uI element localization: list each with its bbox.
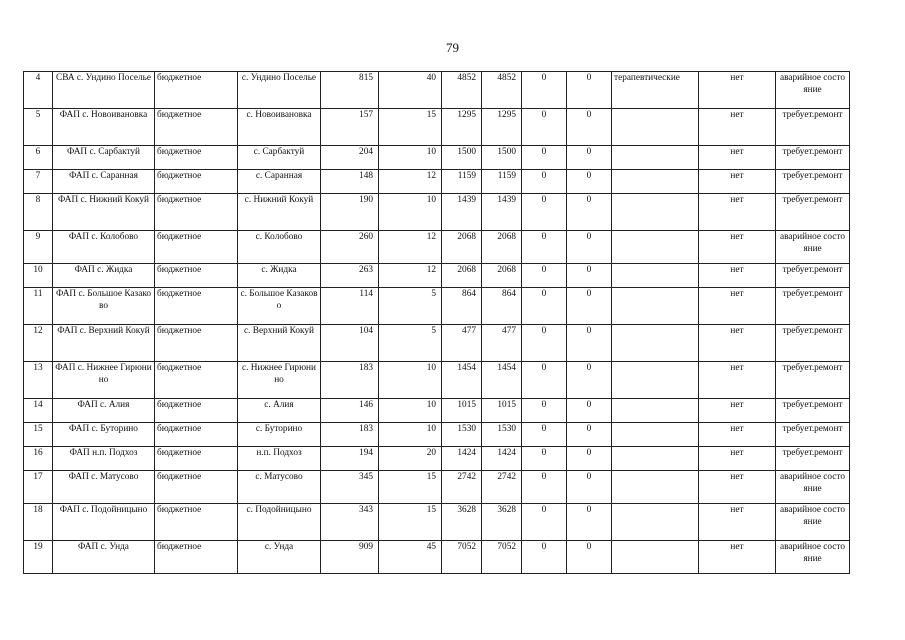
value-1-cell: 194 [321, 447, 379, 471]
settlement-cell: с. Нижнее Гирюнино [238, 362, 321, 399]
profile-cell [612, 231, 699, 264]
value-2-cell: 10 [379, 399, 442, 423]
value-4-cell: 7052 [482, 541, 522, 574]
flag-cell: нет [699, 231, 776, 264]
value-2-cell: 5 [379, 288, 442, 325]
row-number-cell: 14 [24, 399, 53, 423]
condition-cell: аварийное состояние [776, 231, 850, 264]
row-number-cell: 15 [24, 423, 53, 447]
settlement-cell: с. Унда [238, 541, 321, 574]
facility-name-cell: ФАП с. Подойницыно [53, 504, 155, 541]
value-5-cell: 0 [522, 471, 567, 504]
row-number-cell: 6 [24, 146, 53, 170]
condition-cell: требует.ремонт [776, 170, 850, 194]
flag-cell: нет [699, 325, 776, 362]
ownership-cell: бюджетное [155, 231, 238, 264]
condition-cell: требует.ремонт [776, 288, 850, 325]
value-6-cell: 0 [567, 194, 612, 231]
flag-cell: нет [699, 447, 776, 471]
value-6-cell: 0 [567, 541, 612, 574]
ownership-cell: бюджетное [155, 264, 238, 288]
value-6-cell: 0 [567, 325, 612, 362]
value-2-cell: 20 [379, 447, 442, 471]
value-3-cell: 1500 [442, 146, 482, 170]
value-4-cell: 1159 [482, 170, 522, 194]
value-1-cell: 104 [321, 325, 379, 362]
row-number-cell: 11 [24, 288, 53, 325]
value-4-cell: 1295 [482, 109, 522, 146]
value-6-cell: 0 [567, 362, 612, 399]
settlement-cell: с. Колобово [238, 231, 321, 264]
flag-cell: нет [699, 170, 776, 194]
value-4-cell: 4852 [482, 72, 522, 109]
row-number-cell: 10 [24, 264, 53, 288]
table-row [24, 231, 850, 264]
profile-cell: терапевтические [612, 72, 699, 109]
condition-cell: аварийное состояние [776, 471, 850, 504]
value-3-cell: 2742 [442, 471, 482, 504]
value-6-cell: 0 [567, 504, 612, 541]
ownership-cell: бюджетное [155, 541, 238, 574]
profile-cell [612, 362, 699, 399]
value-5-cell: 0 [522, 423, 567, 447]
facility-name-cell: ФАП с. Большое Казаково [53, 288, 155, 325]
ownership-cell: бюджетное [155, 146, 238, 170]
settlement-cell: с. Подойницыно [238, 504, 321, 541]
value-2-cell: 12 [379, 264, 442, 288]
value-6-cell: 0 [567, 288, 612, 325]
facility-name-cell: ФАП с. Нижнее Гирюнино [53, 362, 155, 399]
value-1-cell: 190 [321, 194, 379, 231]
condition-cell: требует.ремонт [776, 399, 850, 423]
value-4-cell: 1015 [482, 399, 522, 423]
profile-cell [612, 194, 699, 231]
value-5-cell: 0 [522, 362, 567, 399]
value-6-cell: 0 [567, 231, 612, 264]
value-2-cell: 12 [379, 231, 442, 264]
condition-cell: аварийное состояние [776, 541, 850, 574]
table-body [24, 72, 850, 574]
value-3-cell: 2068 [442, 264, 482, 288]
value-3-cell: 1015 [442, 399, 482, 423]
value-1-cell: 345 [321, 471, 379, 504]
value-1-cell: 260 [321, 231, 379, 264]
value-6-cell: 0 [567, 72, 612, 109]
ownership-cell: бюджетное [155, 471, 238, 504]
ownership-cell: бюджетное [155, 194, 238, 231]
table-row [24, 541, 850, 574]
value-6-cell: 0 [567, 146, 612, 170]
condition-cell: аварийное состояние [776, 504, 850, 541]
facility-name-cell: ФАП с. Новоивановка [53, 109, 155, 146]
table-row [24, 423, 850, 447]
flag-cell: нет [699, 194, 776, 231]
value-1-cell: 146 [321, 399, 379, 423]
value-5-cell: 0 [522, 264, 567, 288]
value-5-cell: 0 [522, 72, 567, 109]
table-row [24, 447, 850, 471]
table-row [24, 72, 850, 109]
facility-name-cell: СВА с. Ундино Поселье [53, 72, 155, 109]
table-row [24, 325, 850, 362]
value-2-cell: 45 [379, 541, 442, 574]
value-3-cell: 864 [442, 288, 482, 325]
value-6-cell: 0 [567, 399, 612, 423]
row-number-cell: 18 [24, 504, 53, 541]
facility-name-cell: ФАП с. Жидка [53, 264, 155, 288]
profile-cell [612, 471, 699, 504]
value-2-cell: 10 [379, 194, 442, 231]
value-5-cell: 0 [522, 109, 567, 146]
table-row [24, 504, 850, 541]
profile-cell [612, 541, 699, 574]
value-4-cell: 1500 [482, 146, 522, 170]
settlement-cell: с. Сарбактуй [238, 146, 321, 170]
value-5-cell: 0 [522, 325, 567, 362]
ownership-cell: бюджетное [155, 109, 238, 146]
value-6-cell: 0 [567, 447, 612, 471]
facility-name-cell: ФАП с. Колобово [53, 231, 155, 264]
row-number-cell: 9 [24, 231, 53, 264]
ownership-cell: бюджетное [155, 504, 238, 541]
condition-cell: требует.ремонт [776, 325, 850, 362]
value-5-cell: 0 [522, 194, 567, 231]
condition-cell: требует.ремонт [776, 146, 850, 170]
settlement-cell: с. Верхний Кокуй [238, 325, 321, 362]
row-number-cell: 8 [24, 194, 53, 231]
value-3-cell: 2068 [442, 231, 482, 264]
value-1-cell: 263 [321, 264, 379, 288]
ownership-cell: бюджетное [155, 72, 238, 109]
flag-cell: нет [699, 471, 776, 504]
flag-cell: нет [699, 264, 776, 288]
facility-name-cell: ФАП с. Матусово [53, 471, 155, 504]
profile-cell [612, 109, 699, 146]
value-4-cell: 864 [482, 288, 522, 325]
flag-cell: нет [699, 504, 776, 541]
value-2-cell: 5 [379, 325, 442, 362]
value-3-cell: 7052 [442, 541, 482, 574]
table-row [24, 362, 850, 399]
value-1-cell: 114 [321, 288, 379, 325]
ownership-cell: бюджетное [155, 423, 238, 447]
value-4-cell: 1424 [482, 447, 522, 471]
value-2-cell: 40 [379, 72, 442, 109]
facility-name-cell: ФАП с. Алия [53, 399, 155, 423]
value-3-cell: 1530 [442, 423, 482, 447]
ownership-cell: бюджетное [155, 325, 238, 362]
row-number-cell: 7 [24, 170, 53, 194]
value-1-cell: 909 [321, 541, 379, 574]
value-5-cell: 0 [522, 146, 567, 170]
value-5-cell: 0 [522, 288, 567, 325]
facility-name-cell: ФАП с. Сарбактуй [53, 146, 155, 170]
value-4-cell: 1439 [482, 194, 522, 231]
settlement-cell: с. Нижний Кокуй [238, 194, 321, 231]
profile-cell [612, 288, 699, 325]
settlement-cell: с. Ундино Поселье [238, 72, 321, 109]
ownership-cell: бюджетное [155, 288, 238, 325]
value-5-cell: 0 [522, 541, 567, 574]
value-3-cell: 1295 [442, 109, 482, 146]
facility-name-cell: ФАП с. Буторино [53, 423, 155, 447]
profile-cell [612, 170, 699, 194]
ownership-cell: бюджетное [155, 447, 238, 471]
row-number-cell: 19 [24, 541, 53, 574]
profile-cell [612, 423, 699, 447]
profile-cell [612, 146, 699, 170]
condition-cell: требует.ремонт [776, 109, 850, 146]
value-5-cell: 0 [522, 231, 567, 264]
profile-cell [612, 264, 699, 288]
ownership-cell: бюджетное [155, 170, 238, 194]
profile-cell [612, 399, 699, 423]
value-4-cell: 1454 [482, 362, 522, 399]
page-number: 79 [446, 40, 459, 55]
settlement-cell: с. Большое Казаково [238, 288, 321, 325]
flag-cell: нет [699, 109, 776, 146]
row-number-cell: 12 [24, 325, 53, 362]
value-1-cell: 204 [321, 146, 379, 170]
value-3-cell: 1439 [442, 194, 482, 231]
value-1-cell: 343 [321, 504, 379, 541]
value-1-cell: 157 [321, 109, 379, 146]
condition-cell: требует.ремонт [776, 362, 850, 399]
settlement-cell: с. Матусово [238, 471, 321, 504]
value-6-cell: 0 [567, 471, 612, 504]
value-4-cell: 3628 [482, 504, 522, 541]
value-5-cell: 0 [522, 504, 567, 541]
settlement-cell: с. Буторино [238, 423, 321, 447]
value-2-cell: 10 [379, 362, 442, 399]
flag-cell: нет [699, 541, 776, 574]
value-2-cell: 10 [379, 146, 442, 170]
value-1-cell: 183 [321, 362, 379, 399]
settlement-cell: с. Саранная [238, 170, 321, 194]
settlement-cell: с. Новоивановка [238, 109, 321, 146]
condition-cell: требует.ремонт [776, 423, 850, 447]
table-row [24, 170, 850, 194]
value-5-cell: 0 [522, 447, 567, 471]
row-number-cell: 17 [24, 471, 53, 504]
value-3-cell: 1424 [442, 447, 482, 471]
value-5-cell: 0 [522, 399, 567, 423]
value-2-cell: 12 [379, 170, 442, 194]
value-4-cell: 1530 [482, 423, 522, 447]
table-row [24, 146, 850, 170]
table-row [24, 288, 850, 325]
value-4-cell: 2742 [482, 471, 522, 504]
value-3-cell: 3628 [442, 504, 482, 541]
value-6-cell: 0 [567, 264, 612, 288]
facility-name-cell: ФАП с. Саранная [53, 170, 155, 194]
flag-cell: нет [699, 288, 776, 325]
row-number-cell: 5 [24, 109, 53, 146]
value-4-cell: 2068 [482, 264, 522, 288]
value-3-cell: 4852 [442, 72, 482, 109]
value-3-cell: 1159 [442, 170, 482, 194]
condition-cell: требует.ремонт [776, 264, 850, 288]
value-2-cell: 15 [379, 471, 442, 504]
table-row [24, 471, 850, 504]
value-1-cell: 148 [321, 170, 379, 194]
facility-name-cell: ФАП н.п. Подхоз [53, 447, 155, 471]
profile-cell [612, 325, 699, 362]
value-4-cell: 2068 [482, 231, 522, 264]
flag-cell: нет [699, 72, 776, 109]
profile-cell [612, 504, 699, 541]
value-1-cell: 815 [321, 72, 379, 109]
flag-cell: нет [699, 362, 776, 399]
settlement-cell: с. Жидка [238, 264, 321, 288]
facility-name-cell: ФАП с. Нижний Кокуй [53, 194, 155, 231]
settlement-cell: с. Алия [238, 399, 321, 423]
value-5-cell: 0 [522, 170, 567, 194]
facility-name-cell: ФАП с. Унда [53, 541, 155, 574]
value-4-cell: 477 [482, 325, 522, 362]
condition-cell: аварийное состояние [776, 72, 850, 109]
value-2-cell: 15 [379, 504, 442, 541]
facility-name-cell: ФАП с. Верхний Кокуй [53, 325, 155, 362]
ownership-cell: бюджетное [155, 362, 238, 399]
flag-cell: нет [699, 423, 776, 447]
value-1-cell: 183 [321, 423, 379, 447]
value-2-cell: 10 [379, 423, 442, 447]
table-row [24, 399, 850, 423]
settlement-cell: н.п. Подхоз [238, 447, 321, 471]
condition-cell: требует.ремонт [776, 194, 850, 231]
flag-cell: нет [699, 399, 776, 423]
table-row [24, 194, 850, 231]
ownership-cell: бюджетное [155, 399, 238, 423]
facilities-table [23, 71, 850, 574]
row-number-cell: 4 [24, 72, 53, 109]
condition-cell: требует.ремонт [776, 447, 850, 471]
profile-cell [612, 447, 699, 471]
table-row [24, 109, 850, 146]
value-6-cell: 0 [567, 423, 612, 447]
value-6-cell: 0 [567, 170, 612, 194]
flag-cell: нет [699, 146, 776, 170]
table-row [24, 264, 850, 288]
value-3-cell: 1454 [442, 362, 482, 399]
row-number-cell: 16 [24, 447, 53, 471]
value-6-cell: 0 [567, 109, 612, 146]
value-3-cell: 477 [442, 325, 482, 362]
row-number-cell: 13 [24, 362, 53, 399]
value-2-cell: 15 [379, 109, 442, 146]
